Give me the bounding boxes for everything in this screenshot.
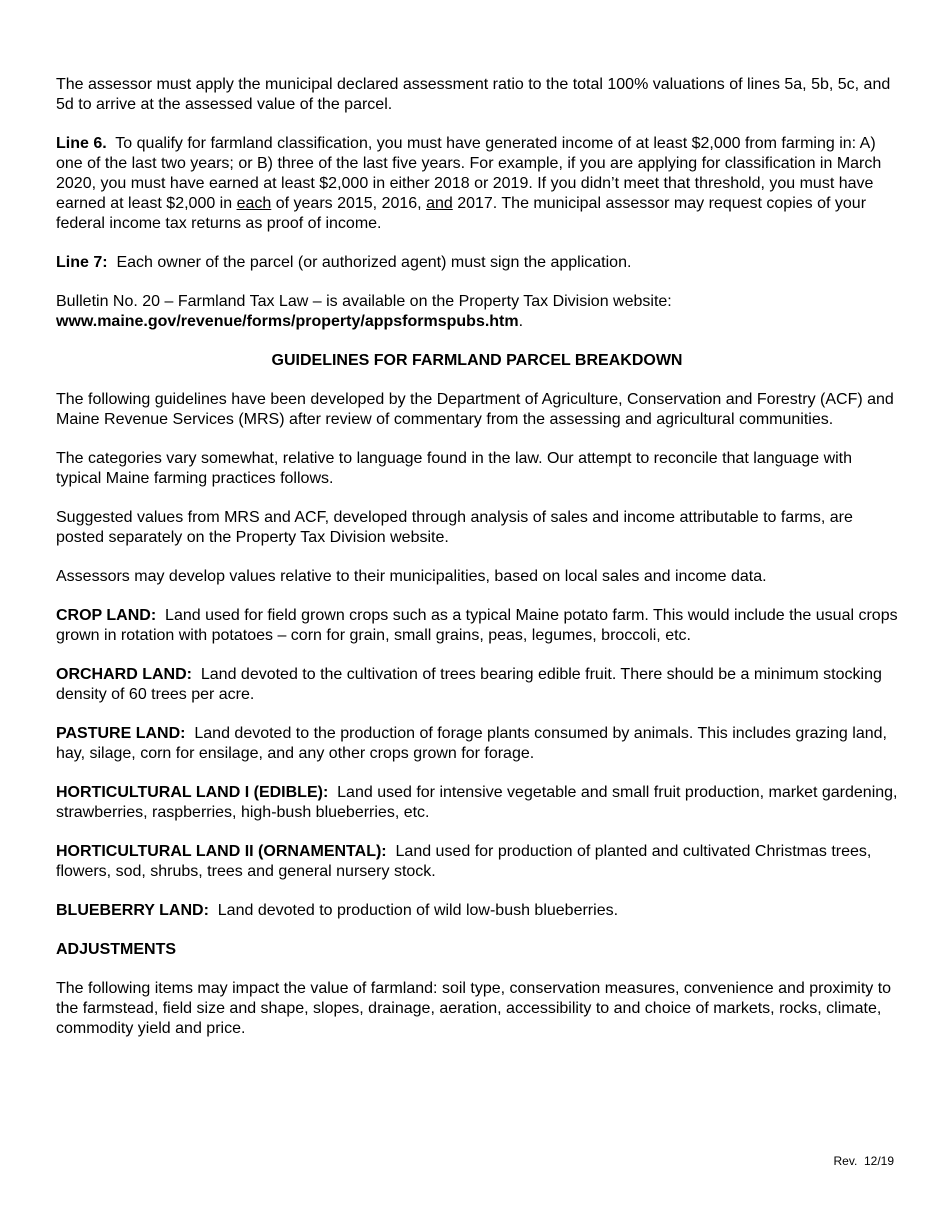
document-page: [56, 75, 898, 1058]
land-type-term: PASTURE LAND:: [56, 725, 186, 742]
line-6-and: and: [426, 195, 453, 212]
land-type-pasture: [56, 724, 898, 764]
land-type-definition: Land used for production of planted and cultivated Christmas trees, flowers, sod, shrubs, trees and general nursery stock.: [56, 843, 872, 880]
land-type-definition: Land devoted to the cultivation of trees bearing edible fruit. There should be a minimum stocking density of 60 trees per acre.: [56, 666, 882, 703]
suggested-values-note: Suggested values from MRS and ACF, developed through analysis of sales and income attributable to farms, are posted separately on the Property Tax Division website.: [56, 509, 853, 546]
bulletin-text: Bulletin No. 20 – Farmland Tax Law – is available on the Property Tax Division website:: [56, 293, 672, 310]
line-6-each: each: [236, 195, 272, 212]
line-7-paragraph: [56, 253, 898, 273]
bulletin-paragraph: [56, 292, 898, 332]
line-7-label: Line 7:: [56, 254, 108, 271]
adjustments-paragraph: The following items may impact the value of farmland: soil type, conservation measures, convenience and proximity to the farmstead, field size and shape, slopes, drainage, aeration, accessibility to and choice of markets, rocks, climate, commodity yield and price.: [56, 980, 892, 1037]
bulletin-url: www.maine.gov/revenue/forms/property/appsformspubs.htm: [56, 313, 519, 330]
land-type-orchard: [56, 665, 898, 705]
land-type-definition: Land devoted to production of wild low-bush blueberries.: [217, 902, 619, 919]
revision-label: Rev. 12/19: [833, 1154, 894, 1168]
land-type-definition: Land used for intensive vegetable and small fruit production, market gardening, strawberries, raspberries, high-bush blueberries, etc.: [56, 784, 898, 821]
line-6-paragraph: [56, 134, 898, 234]
line-6-text-b: of years 2015, 2016,: [271, 195, 427, 212]
categories-note: The categories vary somewhat, relative to language found in the law. Our attempt to reconcile that language with typical Maine farming practices follows.: [56, 450, 853, 487]
assessors-note: Assessors may develop values relative to their municipalities, based on local sales and income data.: [56, 568, 767, 585]
land-type-term: HORTICULTURAL LAND I (EDIBLE):: [56, 784, 329, 801]
adjustments-heading: ADJUSTMENTS: [56, 941, 177, 958]
land-type-definition: Land devoted to the production of forage plants consumed by animals. This includes grazing land, hay, silage, corn for ensilage, and any other crops grown for forage.: [56, 725, 887, 762]
land-type-blueberry: [56, 901, 898, 921]
land-type-horticultural-ornamental: [56, 842, 898, 882]
guidelines-intro: The following guidelines have been developed by the Department of Agriculture, Conservation and Forestry (ACF) and Maine Revenue Services (MRS) after review of commentary from the assessing and agricultural communities.: [56, 391, 894, 428]
bulletin-period: .: [518, 313, 524, 330]
land-type-term: ORCHARD LAND:: [56, 666, 192, 683]
land-type-term: HORTICULTURAL LAND II (ORNAMENTAL):: [56, 843, 387, 860]
land-type-term: BLUEBERRY LAND:: [56, 902, 209, 919]
line-6-text-a: To qualify for farmland classification, you must have generated income of at least $2,000 from farming in: A) one of the last two years; or B) three of the last five years. For example, if you are applying for classification in March 2020, you must have earned at least $2,000 in either 2018 or 2019. If you didn’t meet that threshold, you must have earned at least $2,000 in: [56, 135, 882, 212]
land-type-term: CROP LAND:: [56, 607, 157, 624]
line-6-label: Line 6.: [56, 135, 107, 152]
land-type-definition: Land used for field grown crops such as a typical Maine potato farm. This would include the usual crops grown in rotation with potatoes – corn for grain, small grains, peas, legumes, broccoli, etc.: [56, 607, 898, 644]
guidelines-title: GUIDELINES FOR FARMLAND PARCEL BREAKDOWN: [271, 352, 683, 369]
land-type-crop: [56, 606, 898, 646]
assessor-ratio-paragraph: The assessor must apply the municipal declared assessment ratio to the total 100% valuations of lines 5a, 5b, 5c, and 5d to arrive at the assessed value of the parcel.: [56, 76, 891, 113]
line-7-text: Each owner of the parcel (or authorized agent) must sign the application.: [116, 254, 632, 271]
line-6-text-c: 2017. The municipal assessor may request copies of your federal income tax returns as proof of income.: [56, 195, 867, 232]
land-type-horticultural-edible: [56, 783, 898, 823]
